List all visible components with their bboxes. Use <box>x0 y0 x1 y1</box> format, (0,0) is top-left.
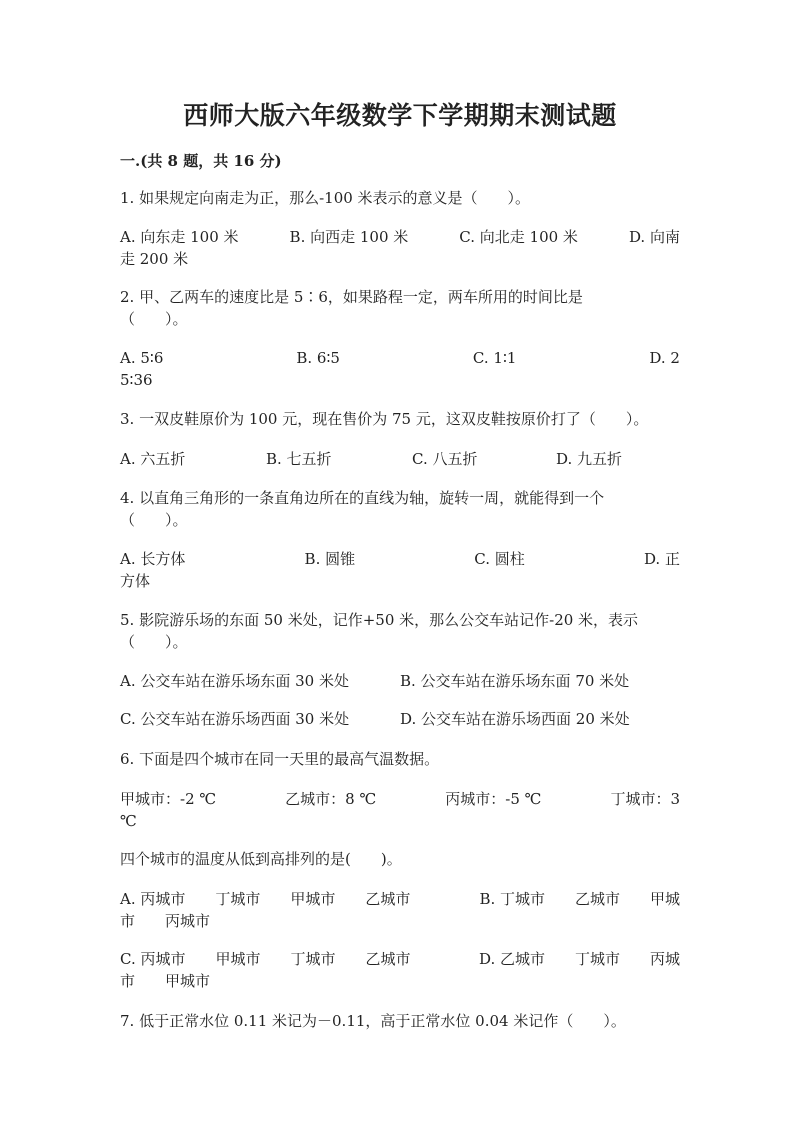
q2-option-b: B. 6∶5 <box>296 349 340 367</box>
q5-option-b: B. 公交车站在游乐场东面 70 米处 <box>400 672 630 690</box>
question-3-options <box>120 448 680 470</box>
q2-option-a: A. 5∶6 <box>120 349 164 367</box>
question-5-options-ab <box>120 670 680 692</box>
q2-option-d-continuation: 5∶36 <box>120 371 153 389</box>
q6-option-b: B. 丁城市 乙城市 甲城 <box>479 890 680 908</box>
q3-option-d: D. 九五折 <box>556 450 623 468</box>
question-3-text: 3. 一双皮鞋原价为 100 元，现在售价为 75 元，这双皮鞋按原价打了（ ）。 <box>120 410 649 428</box>
q3-option-b: B. 七五折 <box>266 450 332 468</box>
question-6-text: 6. 下面是四个城市在同一天里的最高气温数据。 <box>120 750 440 768</box>
page-title: 西师大版六年级数学下学期期末测试题 <box>183 101 617 130</box>
question-5-text: 5. 影院游乐场的东面 50 米处，记作+50 米，那么公交车站记作-20 米，表示 <box>120 611 639 629</box>
question-1-text: 1. 如果规定向南走为正，那么-100 米表示的意义是（ ）。 <box>120 189 531 207</box>
q2-option-c: C. 1∶1 <box>472 349 517 367</box>
q1-option-c: C. 向北走 100 米 <box>459 228 578 246</box>
q3-option-a: A. 六五折 <box>120 450 186 468</box>
question-6-prompt: 四个城市的温度从低到高排列的是( )。 <box>120 850 402 868</box>
question-4-options <box>120 548 680 592</box>
q1-option-d: D. 向南 <box>628 228 680 246</box>
q6-option-d-continuation: 市 甲城市 <box>120 972 211 990</box>
city-jia-temp: 甲城市：-2 ℃ <box>120 790 217 808</box>
question-4-text: 4. 以直角三角形的一条直角边所在的直线为轴，旋转一周，就能得到一个 <box>120 489 605 507</box>
city-bing-temp: 丙城市：-5 ℃ <box>445 790 542 808</box>
q4-option-d-continuation: 方体 <box>120 572 151 590</box>
q1-option-a: A. 向东走 100 米 <box>120 228 239 246</box>
city-yi-temp: 乙城市：8 ℃ <box>285 790 377 808</box>
question-1-options <box>120 226 680 270</box>
city-ding-temp-continuation: ℃ <box>120 812 137 830</box>
q5-option-d: D. 公交车站在游乐场西面 20 米处 <box>400 710 630 728</box>
q3-option-c: C. 八五折 <box>412 450 478 468</box>
q6-option-d: D. 乙城市 丁城市 丙城 <box>478 950 680 968</box>
question-6-options-ab <box>120 888 680 932</box>
question-4-blank: （ ）。 <box>120 511 188 529</box>
q2-option-d: D. 2 <box>649 349 680 367</box>
q6-option-b-continuation: 市 丙城市 <box>120 912 211 930</box>
q4-option-a: A. 长方体 <box>120 550 186 568</box>
q4-option-d: D. 正 <box>643 550 680 568</box>
q6-option-c: C. 丙城市 甲城市 丁城市 乙城市 <box>120 950 411 968</box>
question-2-text: 2. 甲、乙两车的速度比是 5∶6，如果路程一定，两车所用的时间比是 <box>120 288 583 306</box>
section-header: 一.(共 8 题，共 16 分) <box>120 152 282 170</box>
q1-option-d-continuation: 走 200 米 <box>120 250 189 268</box>
question-5-blank: （ ）。 <box>120 633 188 651</box>
q4-option-c: C. 圆柱 <box>474 550 525 568</box>
city-ding-temp: 丁城市：3 <box>610 790 680 808</box>
question-6-options-cd <box>120 948 680 992</box>
question-6-city-temps <box>120 788 680 832</box>
q6-option-a: A. 丙城市 丁城市 甲城市 乙城市 <box>120 890 411 908</box>
q1-option-b: B. 向西走 100 米 <box>289 228 409 246</box>
question-7-text: 7. 低于正常水位 0.11 米记为－0.11，高于正常水位 0.04 米记作（ ）。 <box>120 1012 626 1030</box>
q5-option-c: C. 公交车站在游乐场西面 30 米处 <box>120 710 350 728</box>
q4-option-b: B. 圆锥 <box>304 550 356 568</box>
question-2-blank: （ ）。 <box>120 310 188 328</box>
question-5-options-cd <box>120 708 680 730</box>
question-2-options <box>120 347 680 391</box>
q5-option-a: A. 公交车站在游乐场东面 30 米处 <box>120 672 349 690</box>
